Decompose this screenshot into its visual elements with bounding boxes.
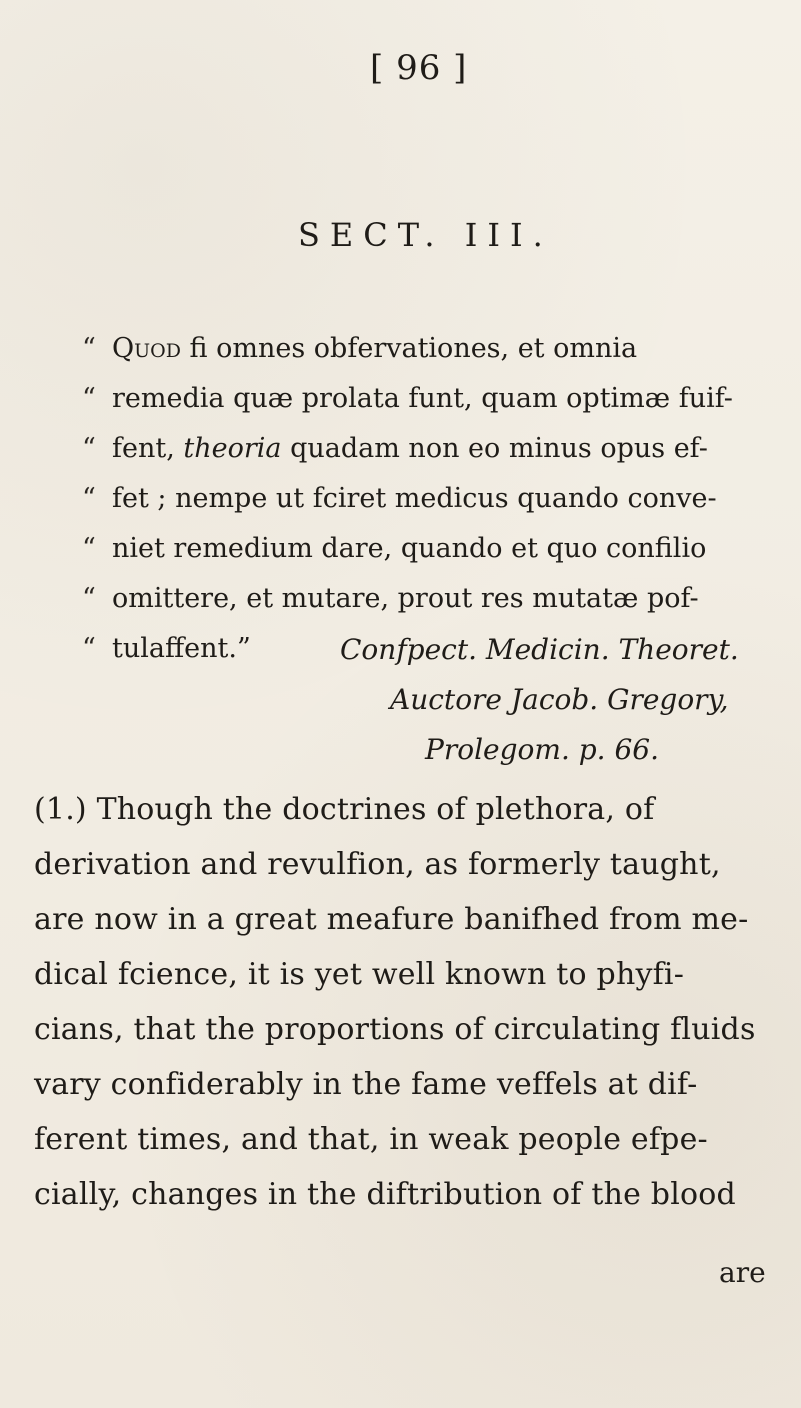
quote-text: niet remedium dare, quando et quo confilio <box>112 533 707 564</box>
body-line: are now in a great meafure banifhed from me- <box>34 902 749 937</box>
quote-text: tulaffent.” <box>112 633 251 664</box>
body-line: cially, changes in the diftribution of the blood <box>34 1177 736 1212</box>
quote-text: Quod fi omnes obfervationes, et omnia <box>112 333 638 364</box>
citation-line: Confpect. Medicin. Theoret. <box>340 633 739 666</box>
quote-line <box>82 483 717 514</box>
quote-line <box>82 333 637 364</box>
body-line: dical fcience, it is yet well known to phyfi- <box>34 957 685 992</box>
quote-line <box>82 383 733 414</box>
quote-mark: “ <box>82 383 96 414</box>
body-line: ferent times, and that, in weak people efpe- <box>34 1122 708 1157</box>
quote-line <box>82 433 708 464</box>
quote-mark: “ <box>82 333 96 364</box>
quote-mark: “ <box>82 533 96 564</box>
quote-text: fent, theoria quadam non eo minus opus ef- <box>112 433 708 464</box>
quote-text: omittere, et mutare, prout res mutatæ pof- <box>112 583 699 614</box>
quote-line <box>82 633 251 664</box>
body-line: (1.) Though the doctrines of plethora, of <box>34 792 655 827</box>
body-line: derivation and revulfion, as formerly taught, <box>34 847 721 882</box>
quote-text: remedia quæ prolata funt, quam optimæ fuif- <box>112 383 733 414</box>
citation-line: Auctore Jacob. Gregory, <box>390 683 729 716</box>
quote-text: fet ; nempe ut fciret medicus quando conve- <box>112 483 717 514</box>
citation-line: Prolegom. p. 66. <box>425 733 659 766</box>
quote-mark: “ <box>82 433 96 464</box>
quote-mark: “ <box>82 633 96 664</box>
quote-mark: “ <box>82 583 96 614</box>
quote-line <box>82 583 699 614</box>
body-line: cians, that the proportions of circulating fluids <box>34 1012 756 1047</box>
page-number: [ 96 ] <box>370 48 468 88</box>
body-line: vary confiderably in the fame veffels at dif- <box>34 1067 698 1102</box>
quote-line <box>82 533 706 564</box>
quote-mark: “ <box>82 483 96 514</box>
catchword: are <box>719 1256 766 1289</box>
section-heading: SECT. III. <box>298 216 553 254</box>
